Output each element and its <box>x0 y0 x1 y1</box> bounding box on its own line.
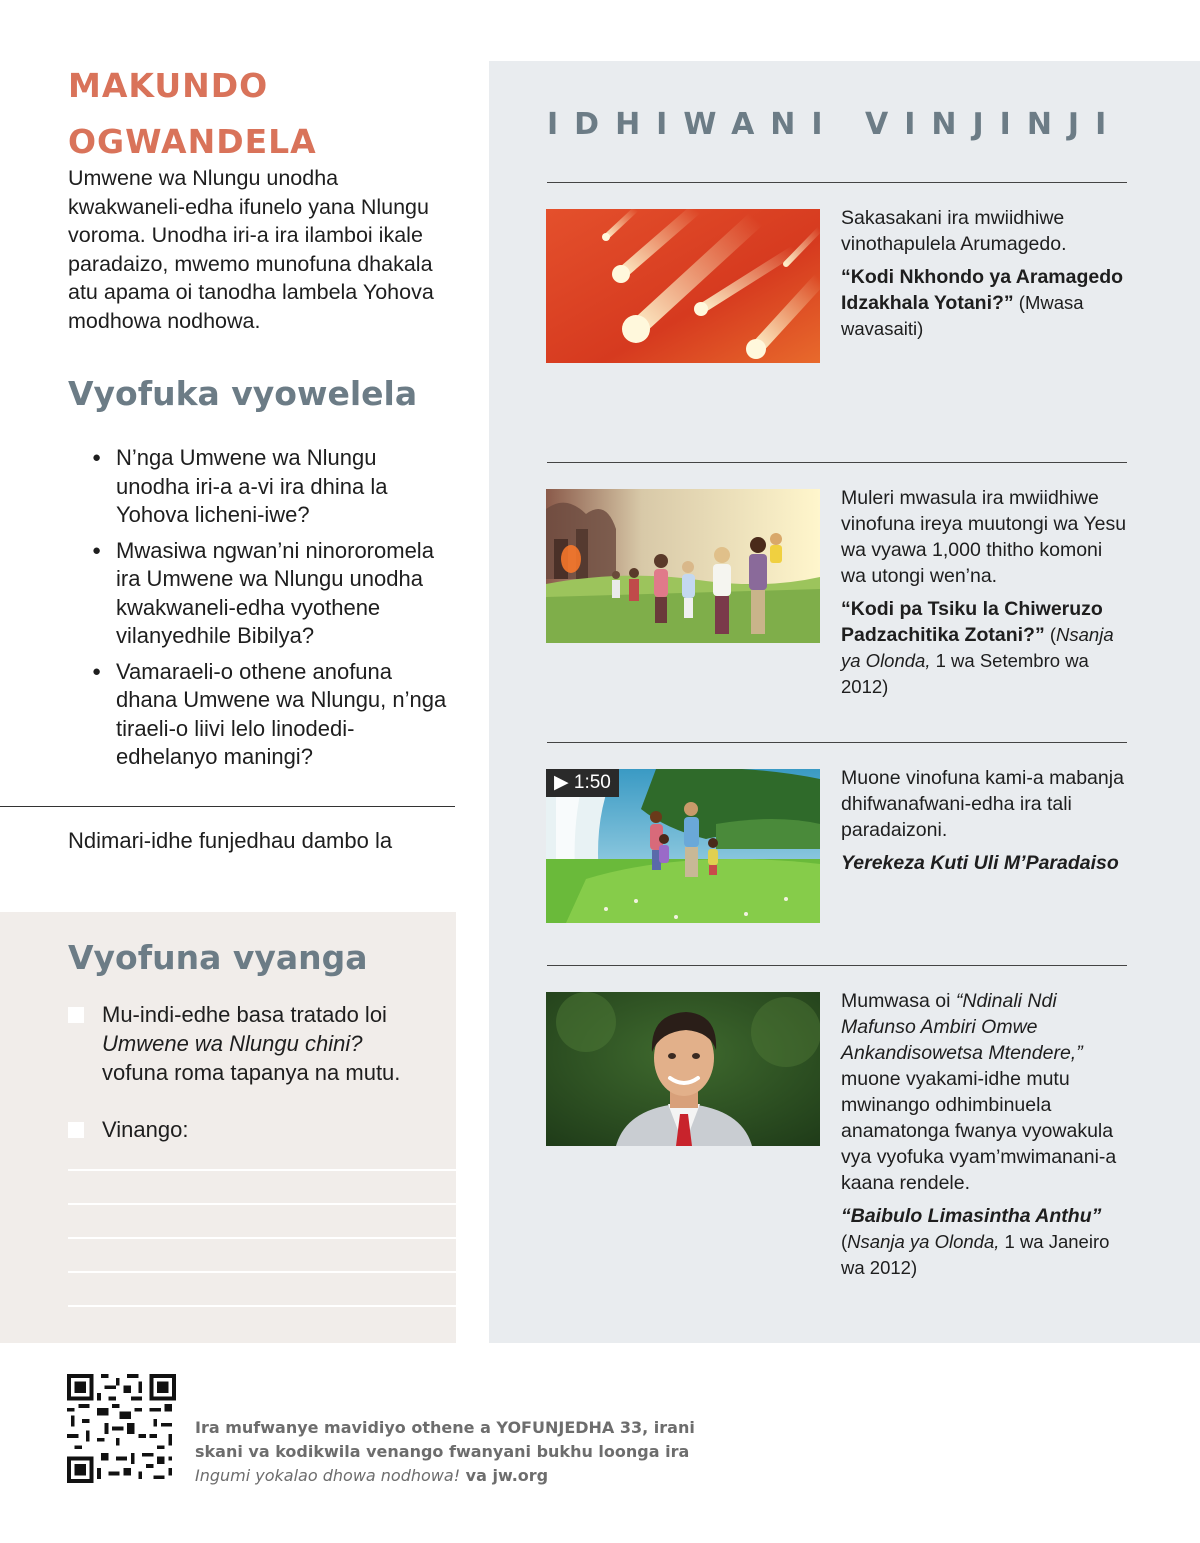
paradise-family-video[interactable] <box>546 769 820 923</box>
resource-divider <box>547 462 1127 463</box>
summary-title <box>68 58 448 170</box>
tract-title: Umwene wa Nlungu chini? <box>102 1031 363 1056</box>
resource-text <box>841 988 1131 1288</box>
summary-text: Umwene wa Nlungu unodha kwakwaneli-edha ifunelo yana Nlungu voroma. Unodha iri-a ira ilamboi ikale paradaizo, mwemo munofuna dhakala atu apama oi tanodha lambela Yohova modhowa nodhowa. <box>68 166 434 333</box>
summary-title-line2: OGWANDELA <box>68 122 317 161</box>
goal-text-suffix: vofuna roma tapanya na mutu. <box>102 1060 401 1085</box>
write-line[interactable] <box>68 1305 456 1307</box>
goal-other-label: Vinango: <box>102 1117 189 1142</box>
meteors-falling-image[interactable] <box>546 209 820 363</box>
resource-description: Sakasakani ira mwiidhiwe vinothapulela Arumagedo. <box>841 207 1067 255</box>
write-line[interactable] <box>68 1169 456 1171</box>
goal-checkbox[interactable] <box>68 1007 84 1023</box>
resource-description: Muleri mwasula ira mwiidhiwe vinofuna ireya muutongi wa Yesu wa vyawa 1,000 thitho komoni wa utongi wen’na. <box>841 487 1127 587</box>
description-suffix: muone vyakami-idhe mutu mwinango odhimbinuela anamatonga fwanya vyowakula vya vyofuka vyam’mwimanani-a kaana rendele. <box>841 1068 1117 1194</box>
goal-item[interactable] <box>68 1000 428 1087</box>
article-title[interactable]: “Ndinali Ndi Mafunso Ambiri Omwe Ankandisowetsa Mtendere,” <box>841 990 1083 1064</box>
further-study-text: Ndimari-idhe funjedhau dambo la <box>68 828 393 853</box>
source-date: 1 wa Janeiro wa 2012) <box>841 1231 1110 1278</box>
magazine-name: Nsanja ya Olonda, <box>847 1231 1000 1252</box>
footer-text-main: Ira mufwanye mavidiyo othene a YOFUNJEDHA 33, irani skani va kodikwila venango fwanyani bukhu loonga ira <box>195 1418 695 1461</box>
source-date: 1 wa Setembro wa 2012) <box>841 650 1089 697</box>
source-prefix: ( <box>841 1231 848 1252</box>
resource-text <box>841 765 1131 883</box>
resource-reference[interactable] <box>841 1203 1131 1281</box>
goal-checkbox[interactable] <box>68 1122 84 1138</box>
qr-code-icon[interactable] <box>67 1374 176 1483</box>
footer-text <box>195 1416 715 1488</box>
resource-title: “Kodi Nkhondo ya Aramagedo Idzakhala Yotani?” <box>841 266 1124 314</box>
description-prefix: Mumwasa oi <box>841 990 956 1012</box>
goal-text-prefix: Mu-indi-edhe basa tratado loi <box>102 1002 387 1027</box>
goal-item-other[interactable] <box>68 1115 428 1144</box>
goal-text <box>68 1000 428 1087</box>
review-question: ● N’nga Umwene wa Nlungu unodha iri-a a-vi ira dhina la Yohova licheni-iwe? <box>92 444 452 530</box>
resource-text <box>841 205 1131 349</box>
book-title: Ingumi yokalao dhowa nodhowa! <box>195 1466 461 1485</box>
video-title: Yerekeza Kuti Uli M’Paradaiso <box>841 852 1119 874</box>
resource-description <box>841 988 1131 1196</box>
review-question: ● Mwasiwa ngwan’ni ninororomela ira Umwene wa Nlungu unodha kwakwaneli-edha vyothene vilanyedhile Bibilya? <box>92 537 452 651</box>
write-line[interactable] <box>68 1271 456 1273</box>
resource-reference[interactable] <box>841 850 1131 876</box>
resource-reference[interactable] <box>841 264 1131 342</box>
resource-title: “Kodi pa Tsiku la Chiweruzo Padzachitika Zotani?” <box>841 598 1103 646</box>
resource-source: (Mwasa wavasaiti) <box>841 292 1084 339</box>
goals-panel <box>0 912 456 1343</box>
magazine-name: Nsanja ya Olonda, <box>841 624 1114 671</box>
explore-title: IDHIWANI VINJINJI <box>547 107 1123 142</box>
review-question: ● Vamaraeli-o othene anofuna dhana Umwene wa Nlungu, n’nga tiraeli-o liivi lelo linodedi-edhelanyo maningi? <box>92 658 452 772</box>
resource-divider <box>547 182 1127 183</box>
resource-divider <box>547 965 1127 966</box>
write-line[interactable] <box>68 1237 456 1239</box>
explore-panel <box>489 61 1200 1343</box>
section-divider <box>0 806 455 807</box>
write-line[interactable] <box>68 1203 456 1205</box>
families-walking-image[interactable] <box>546 489 820 643</box>
goals-heading: Vyofuna vyanga <box>68 938 368 977</box>
source-prefix: ( <box>1044 624 1057 645</box>
summary-title-line1: MAKUNDO <box>68 66 269 105</box>
review-questions-list <box>92 444 452 779</box>
resource-title: “Baibulo Limasintha Anthu” <box>841 1205 1102 1227</box>
resource-text <box>841 485 1131 707</box>
footer-text-end[interactable]: va jw.org <box>460 1466 549 1485</box>
resource-description: Muone vinofuna kami-a mabanja dhifwanafwani-edha ira tali paradaizoni. <box>841 767 1124 841</box>
smiling-man-portrait[interactable] <box>546 992 820 1146</box>
review-heading: Vyofuka vyowelela <box>68 374 418 413</box>
resource-reference[interactable] <box>841 596 1131 700</box>
video-duration-badge: ▶ 1:50 <box>546 769 619 797</box>
resource-divider <box>547 742 1127 743</box>
